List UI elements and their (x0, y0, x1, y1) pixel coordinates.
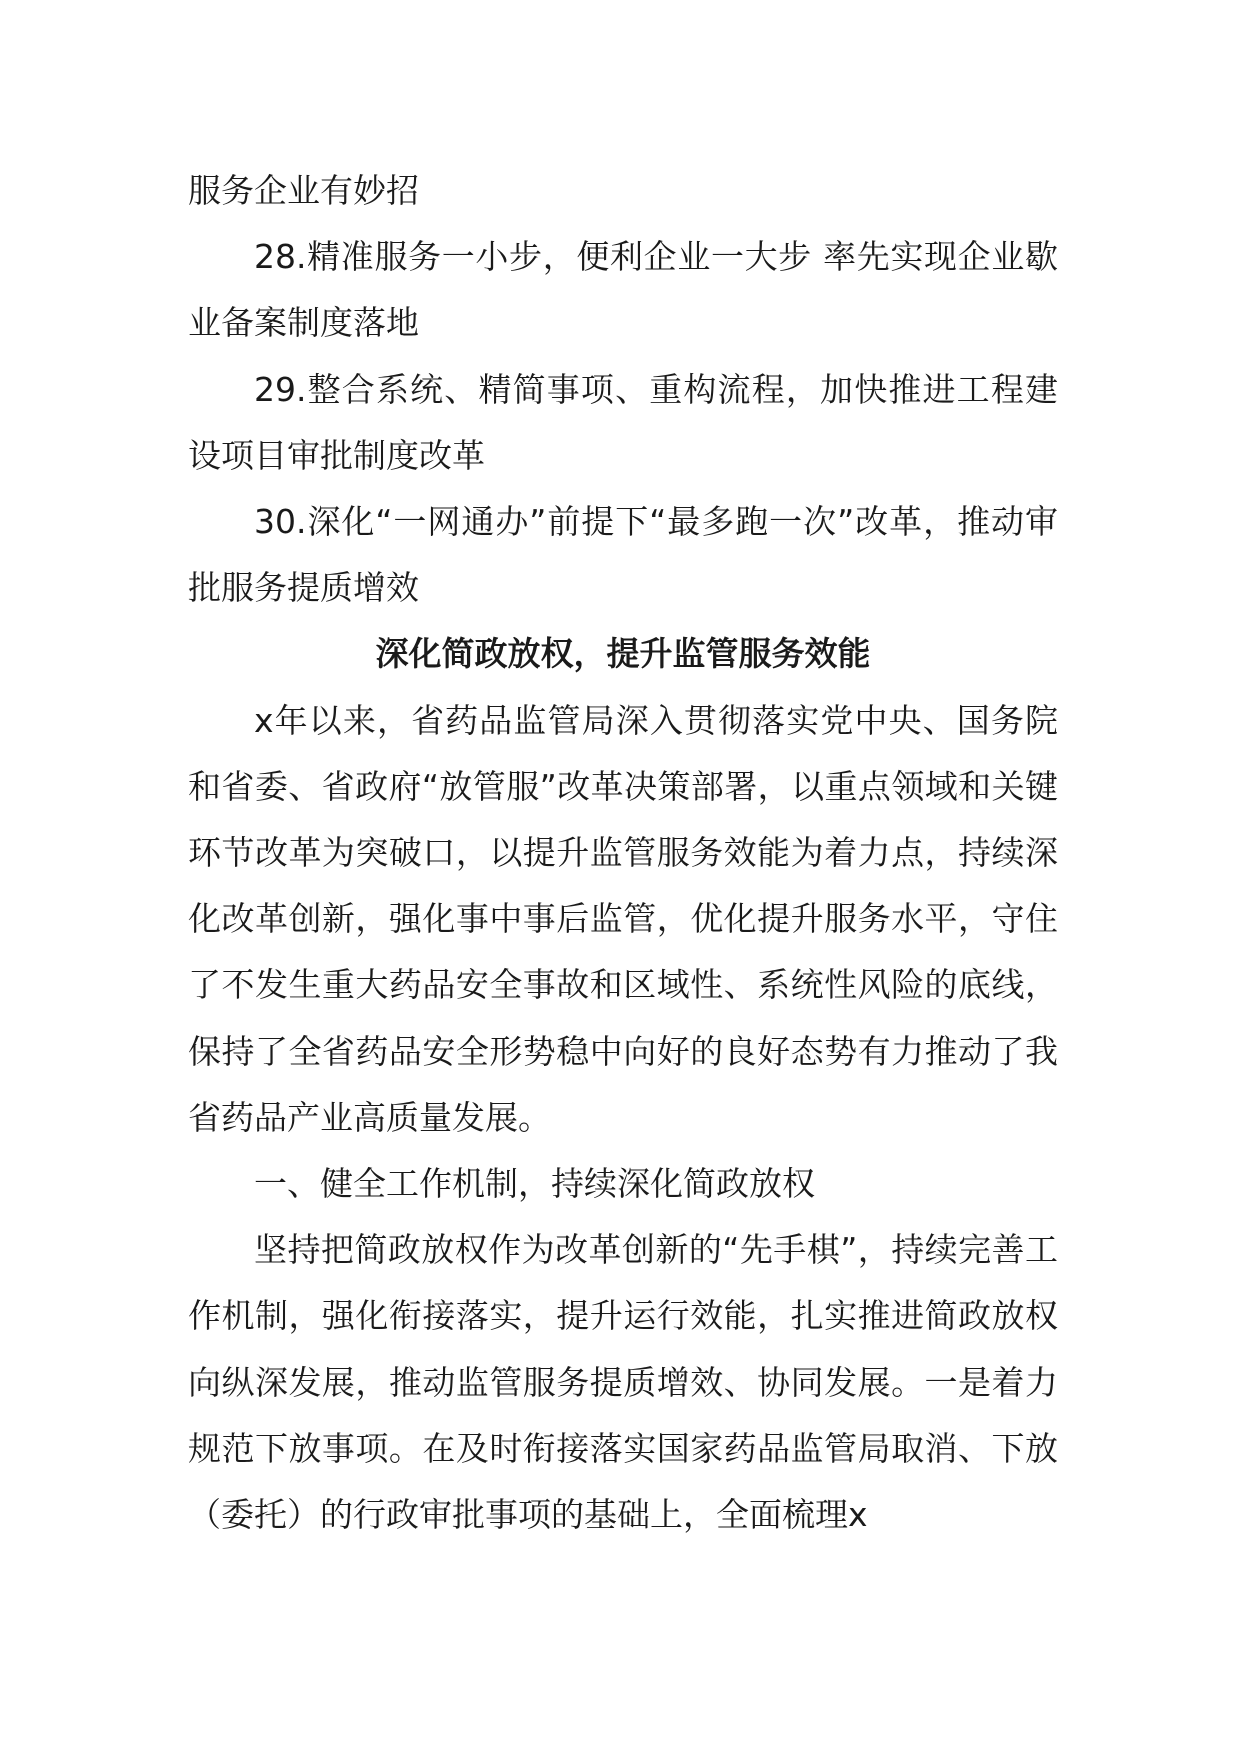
list-item-28: 28.精准服务一小步，便利企业一大步 率先实现企业歇业备案制度落地 (188, 237, 1058, 343)
continued-title-line: 服务企业有妙招 (188, 171, 419, 210)
list-item-29: 29.整合系统、精简事项、重构流程，加快推进工程建设项目审批制度改革 (188, 369, 1058, 475)
list-item-30: 30.深化“一网通办”前提下“最多跑一次”改革，推动审批服务提质增效 (188, 502, 1058, 608)
document-page (188, 158, 1058, 1548)
body-paragraph-1: 坚持把简政放权作为改革创新的“先手棋”，持续完善工作机制，强化衔接落实，提升运行效能，扎实推进简政放权向纵深发展，推动监管服务提质增效、协同发展。一是着力规范下放事项。在及时衔接落实国家药品监管局取消、下放（委托）的行政审批事项的基础上，全面梳理x (188, 1230, 1058, 1535)
subsection-heading-1: 一、健全工作机制，持续深化简政放权 (254, 1164, 815, 1204)
intro-paragraph: x年以来，省药品监管局深入贯彻落实党中央、国务院和省委、省政府“放管服”改革决策部署，以重点领域和关键环节改革为突破口，以提升监管服务效能为着力点，持续深化改革创新，强化事中事后监管，优化提升服务水平，守住了不发生重大药品安全事故和区域性、系统性风险的底线，保持了全省药品安全形势稳中向好的良好态势有力推动了我省药品产业高质量发展。 (188, 700, 1058, 1137)
section-heading: 深化简政放权，提升监管服务效能 (375, 634, 871, 674)
